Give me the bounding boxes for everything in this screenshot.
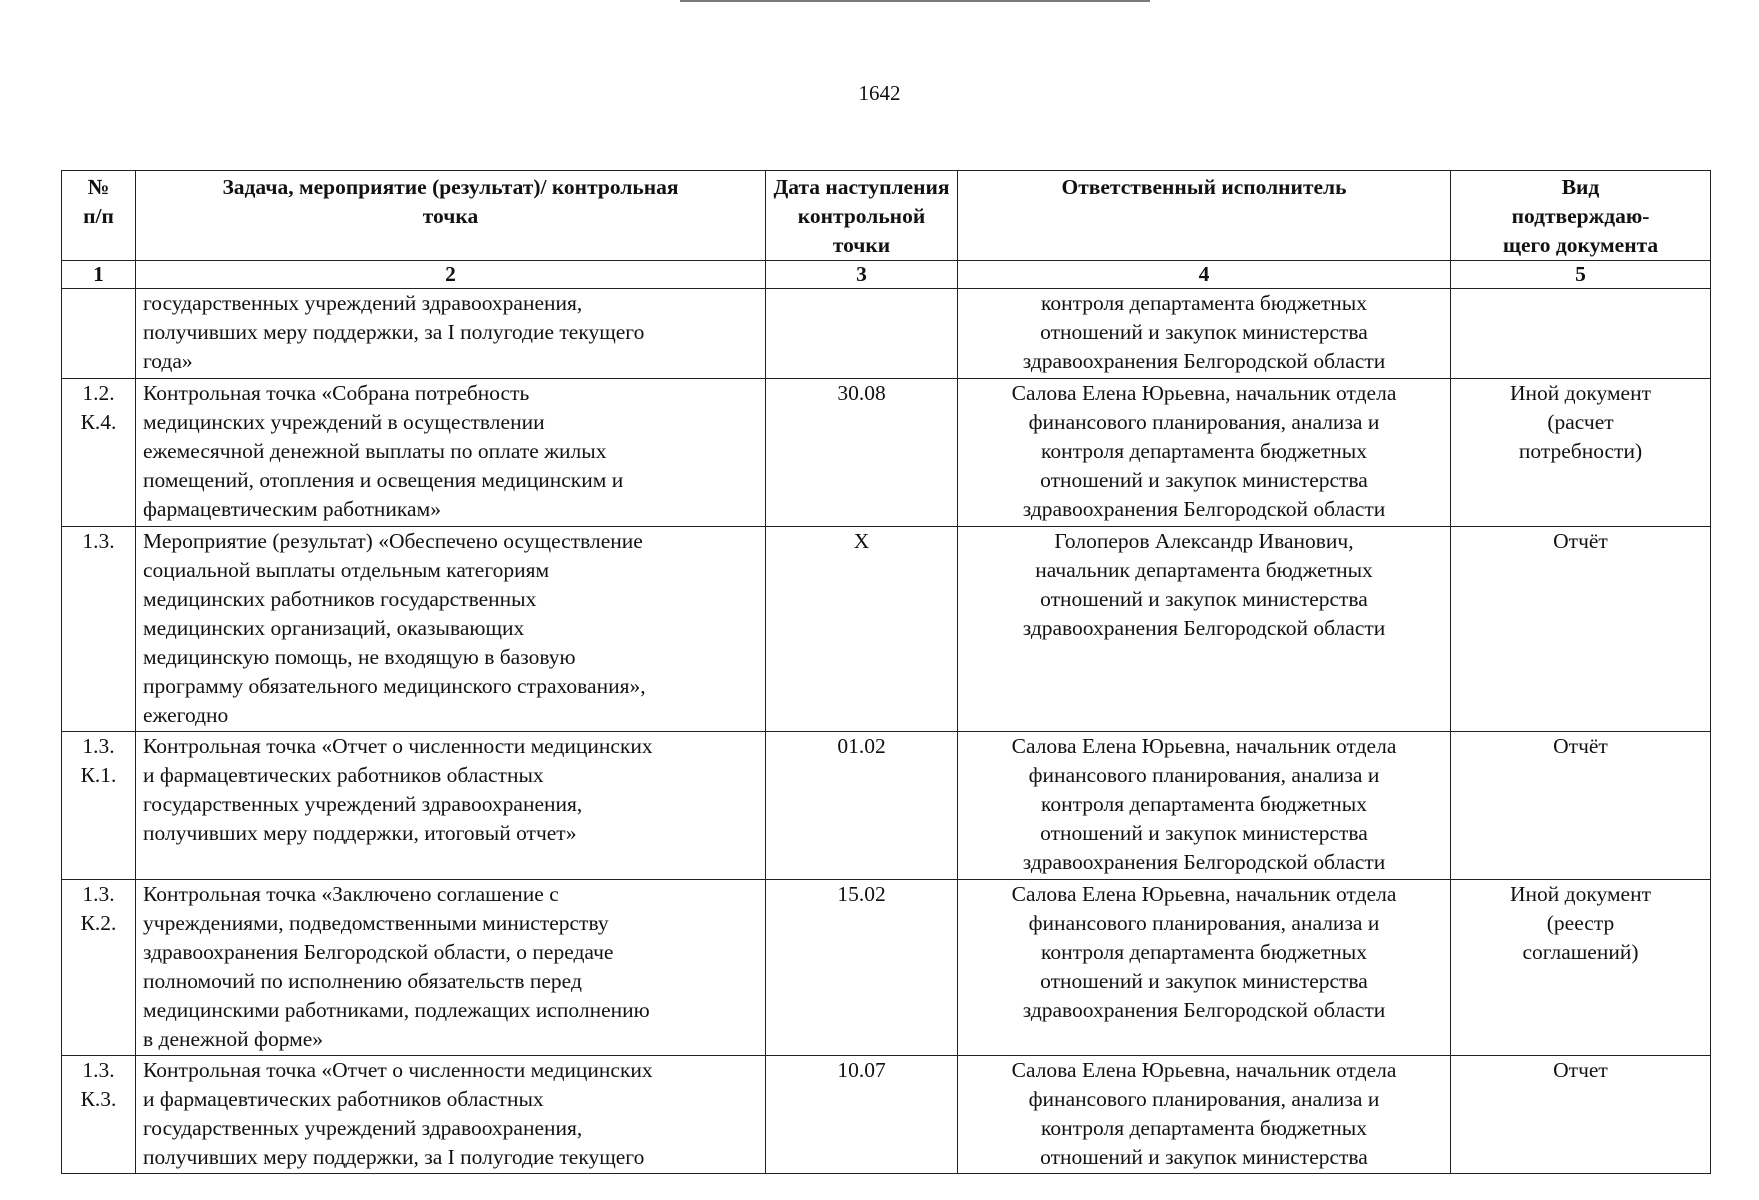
row-executor: Салова Елена Юрьевна, начальник отдела финансового планирования, анализа и контроля департамента бюджетных отношений и закупок министерства здравоохранения Белгородской области <box>958 880 1451 1056</box>
row-executor: Салова Елена Юрьевна, начальник отдела финансового планирования, анализа и контроля департамента бюджетных отношений и закупок министерства здравоохранения Белгородской области <box>958 379 1451 527</box>
row-task: Контрольная точка «Отчет о численности медицинских и фармацевтических работников областных государственных учреждений здравоохранения, получивших меру поддержки, за I полугодие текущего <box>136 1056 766 1174</box>
row-date <box>766 289 958 379</box>
row-task: Контрольная точка «Заключено соглашение с учреждениями, подведомственными министерству здравоохранения Белгородской области, о передаче полномочий по исполнению обязательств перед медицинскими работниками, подлежащих исполнению в денежной форме» <box>136 880 766 1056</box>
header-number: № п/п <box>62 171 136 261</box>
top-rule <box>680 0 1150 2</box>
page-number: 1642 <box>858 81 901 105</box>
table-row <box>62 527 1711 732</box>
row-date: Х <box>766 527 958 732</box>
header-task: Задача, мероприятие (результат)/ контрольная точка <box>136 171 766 261</box>
column-number: 2 <box>136 261 766 289</box>
row-task: Контрольная точка «Отчет о численности медицинских и фармацевтических работников областных государственных учреждений здравоохранения, получивших меру поддержки, итоговый отчет» <box>136 732 766 880</box>
table-row <box>62 732 1711 880</box>
row-executor: Голоперов Александр Иванович, начальник департамента бюджетных отношений и закупок министерства здравоохранения Белгородской области <box>958 527 1451 732</box>
table-row <box>62 379 1711 527</box>
header-executor: Ответственный исполнитель <box>958 171 1451 261</box>
row-date: 30.08 <box>766 379 958 527</box>
control-points-table <box>61 170 1711 1174</box>
row-date: 15.02 <box>766 880 958 1056</box>
row-date: 01.02 <box>766 732 958 880</box>
row-date: 10.07 <box>766 1056 958 1174</box>
column-number: 1 <box>62 261 136 289</box>
column-number: 4 <box>958 261 1451 289</box>
column-number: 5 <box>1451 261 1711 289</box>
row-number: 1.3. К.2. <box>62 880 136 1056</box>
header-date: Дата наступления контрольной точки <box>766 171 958 261</box>
row-executor: контроля департамента бюджетных отношений и закупок министерства здравоохранения Белгородской области <box>958 289 1451 379</box>
row-number: 1.3. К.1. <box>62 732 136 880</box>
row-document: Иной документ (расчет потребности) <box>1451 379 1711 527</box>
row-number: 1.3. К.3. <box>62 1056 136 1174</box>
row-number <box>62 289 136 379</box>
row-document: Отчёт <box>1451 732 1711 880</box>
row-number: 1.2. К.4. <box>62 379 136 527</box>
table-row <box>62 1056 1711 1174</box>
row-number: 1.3. <box>62 527 136 732</box>
row-task: Мероприятие (результат) «Обеспечено осуществление социальной выплаты отдельным категориям медицинских работников государственных медицинских организаций, оказывающих медицинскую помощь, не входящую в базовую программу обязательного медицинского страхования», ежегодно <box>136 527 766 732</box>
row-task: Контрольная точка «Собрана потребность медицинских учреждений в осуществлении ежемесячной денежной выплаты по оплате жилых помещений, отопления и освещения медицинским и фармацевтическим работникам» <box>136 379 766 527</box>
column-number-row <box>62 261 1711 289</box>
table-row <box>62 289 1711 379</box>
row-document: Отчет <box>1451 1056 1711 1174</box>
table-header-row <box>62 171 1711 261</box>
column-number: 3 <box>766 261 958 289</box>
row-document <box>1451 289 1711 379</box>
row-executor: Салова Елена Юрьевна, начальник отдела финансового планирования, анализа и контроля департамента бюджетных отношений и закупок министерства здравоохранения Белгородской области <box>958 732 1451 880</box>
table-row <box>62 880 1711 1056</box>
row-executor: Салова Елена Юрьевна, начальник отдела финансового планирования, анализа и контроля департамента бюджетных отношений и закупок министерства <box>958 1056 1451 1174</box>
row-task: государственных учреждений здравоохранения, получивших меру поддержки, за I полугодие текущего года» <box>136 289 766 379</box>
header-document: Вид подтверждаю- щего документа <box>1451 171 1711 261</box>
row-document: Отчёт <box>1451 527 1711 732</box>
row-document: Иной документ (реестр соглашений) <box>1451 880 1711 1056</box>
